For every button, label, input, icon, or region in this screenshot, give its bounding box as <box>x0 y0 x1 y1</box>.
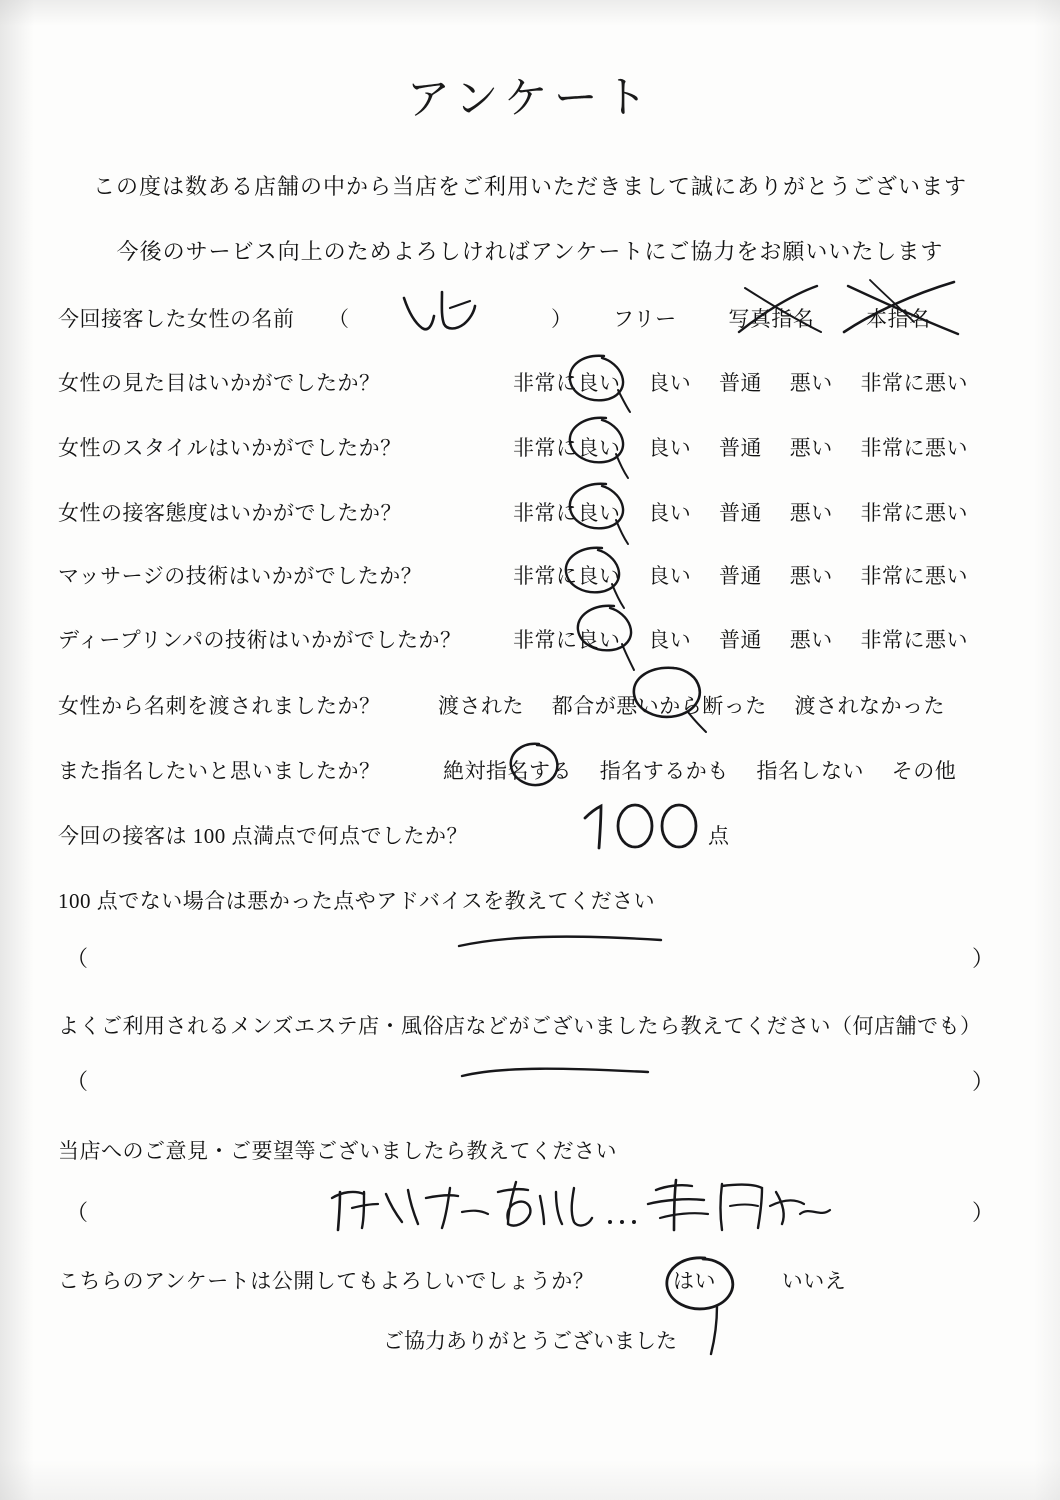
option-good[interactable]: 良い <box>648 371 692 395</box>
option-declined[interactable]: 都合が悪いから断った <box>551 694 767 718</box>
closing-message: ご協力ありがとうございました <box>383 1329 677 1353</box>
paren-open: （ <box>66 1069 89 1094</box>
option-no[interactable]: いいえ <box>781 1269 847 1293</box>
question-label: 100 点でない場合は悪かった点やアドバイスを教えてください <box>58 889 656 913</box>
paren-open: （ <box>66 946 89 971</box>
question-staff-name <box>58 303 1002 333</box>
question-publish-consent <box>58 1265 1002 1295</box>
option-bad[interactable]: 悪い <box>789 564 833 588</box>
question-deep-lymph-skill <box>58 624 1002 654</box>
option-very-bad[interactable]: 非常に悪い <box>860 501 968 525</box>
option-very-bad[interactable]: 非常に悪い <box>860 436 968 460</box>
option-very-good[interactable]: 非常に良い <box>513 371 621 395</box>
paren-close: ） <box>971 1200 994 1225</box>
scan-edge-left <box>0 0 34 1500</box>
question-style <box>58 432 1002 462</box>
score-unit: 点 <box>708 824 730 848</box>
option-definitely-nominate[interactable]: 絶対指名する <box>443 759 572 783</box>
question-opinions <box>58 1135 1002 1165</box>
question-label: 女性の見た目はいかがでしたか？ <box>58 371 381 395</box>
paren-open: （ <box>328 307 350 331</box>
name-type-options[interactable] <box>613 303 931 333</box>
scan-edge-right <box>1034 0 1060 1500</box>
question-label: マッサージの技術はいかがでしたか？ <box>58 564 423 588</box>
option-other[interactable]: その他 <box>891 759 957 783</box>
scale-options[interactable] <box>513 560 968 590</box>
paren-open: （ <box>66 1200 89 1225</box>
name-field[interactable] <box>328 303 573 333</box>
question-label: よくご利用されるメンズエステ店・風俗店などがございましたら教えてください（何店舗でも） <box>58 1014 982 1038</box>
question-improvement <box>58 885 1002 915</box>
question-label: ディープリンパの技術はいかがでしたか？ <box>58 628 462 652</box>
option-free[interactable]: フリー <box>613 307 677 331</box>
option-very-good[interactable]: 非常に良い <box>513 564 621 588</box>
option-normal[interactable]: 普通 <box>719 436 762 460</box>
handwriting-other-shops-dash <box>458 1062 658 1086</box>
question-other-shops <box>58 1010 1002 1040</box>
scale-options[interactable] <box>513 497 968 527</box>
question-label: 女性から名刺を渡されましたか？ <box>58 694 381 718</box>
question-massage-skill <box>58 560 1002 590</box>
option-main-nomination[interactable]: 本指名 <box>866 307 931 331</box>
question-repeat-request <box>58 755 1002 785</box>
option-not-nominate[interactable]: 指名しない <box>756 759 864 783</box>
question-business-card <box>58 690 1002 720</box>
option-photo-nomination[interactable]: 写真指名 <box>728 307 815 331</box>
scan-edge-bottom <box>0 1460 1060 1500</box>
question-label: こちらのアンケートは公開してもよろしいでしょうか？ <box>58 1269 595 1293</box>
option-good[interactable]: 良い <box>648 628 692 652</box>
question-label: 当店へのご意見・ご要望等ございましたら教えてください <box>58 1139 617 1163</box>
option-very-good[interactable]: 非常に良い <box>513 436 621 460</box>
option-normal[interactable]: 普通 <box>719 371 762 395</box>
option-good[interactable]: 良い <box>648 501 692 525</box>
repeat-options[interactable] <box>443 755 956 785</box>
page-title: アンケート <box>406 71 654 126</box>
scale-options[interactable] <box>513 432 968 462</box>
question-label: 今回接客した女性の名前 <box>58 307 295 331</box>
option-very-good[interactable]: 非常に良い <box>513 501 621 525</box>
scale-options[interactable] <box>513 367 968 397</box>
option-good[interactable]: 良い <box>648 436 692 460</box>
option-very-bad[interactable]: 非常に悪い <box>860 628 968 652</box>
option-bad[interactable]: 悪い <box>789 628 833 652</box>
option-not-received[interactable]: 渡されなかった <box>794 694 945 718</box>
intro-line-2: 今後のサービス向上のためよろしければアンケートにご協力をお願いいたします <box>116 239 944 264</box>
question-label: 女性のスタイルはいかがでしたか？ <box>58 436 402 460</box>
intro-line-1: この度は数ある店舗の中から当店をご利用いただきまして誠にありがとうございます <box>92 174 967 199</box>
option-bad[interactable]: 悪い <box>789 501 833 525</box>
option-very-good[interactable]: 非常に良い <box>513 628 621 652</box>
question-label: 女性の接客態度はいかがでしたか？ <box>58 501 402 525</box>
option-received[interactable]: 渡された <box>438 694 524 718</box>
paren-close: ） <box>551 307 573 331</box>
question-appearance <box>58 367 1002 397</box>
handwriting-improvement-dash <box>455 930 675 954</box>
option-normal[interactable]: 普通 <box>719 628 762 652</box>
question-label: 今回の接客は 100 点満点で何点でしたか？ <box>58 824 468 848</box>
scan-edge-top <box>0 0 1060 26</box>
option-yes[interactable]: はい <box>673 1269 716 1293</box>
option-bad[interactable]: 悪い <box>789 371 833 395</box>
option-bad[interactable]: 悪い <box>789 436 833 460</box>
paren-close: ） <box>971 946 994 971</box>
option-normal[interactable]: 普通 <box>719 501 762 525</box>
card-options[interactable] <box>438 690 945 720</box>
consent-options[interactable] <box>673 1265 846 1295</box>
question-label: また指名したいと思いましたか？ <box>58 759 381 783</box>
question-score <box>58 820 1002 850</box>
handwriting-opinions-answer <box>330 1178 840 1244</box>
option-normal[interactable]: 普通 <box>719 564 762 588</box>
option-good[interactable]: 良い <box>648 564 692 588</box>
option-very-bad[interactable]: 非常に悪い <box>860 371 968 395</box>
paren-close: ） <box>971 1069 994 1094</box>
option-very-bad[interactable]: 非常に悪い <box>860 564 968 588</box>
scale-options[interactable] <box>513 624 968 654</box>
option-maybe-nominate[interactable]: 指名するかも <box>599 759 729 783</box>
question-service-attitude <box>58 497 1002 527</box>
